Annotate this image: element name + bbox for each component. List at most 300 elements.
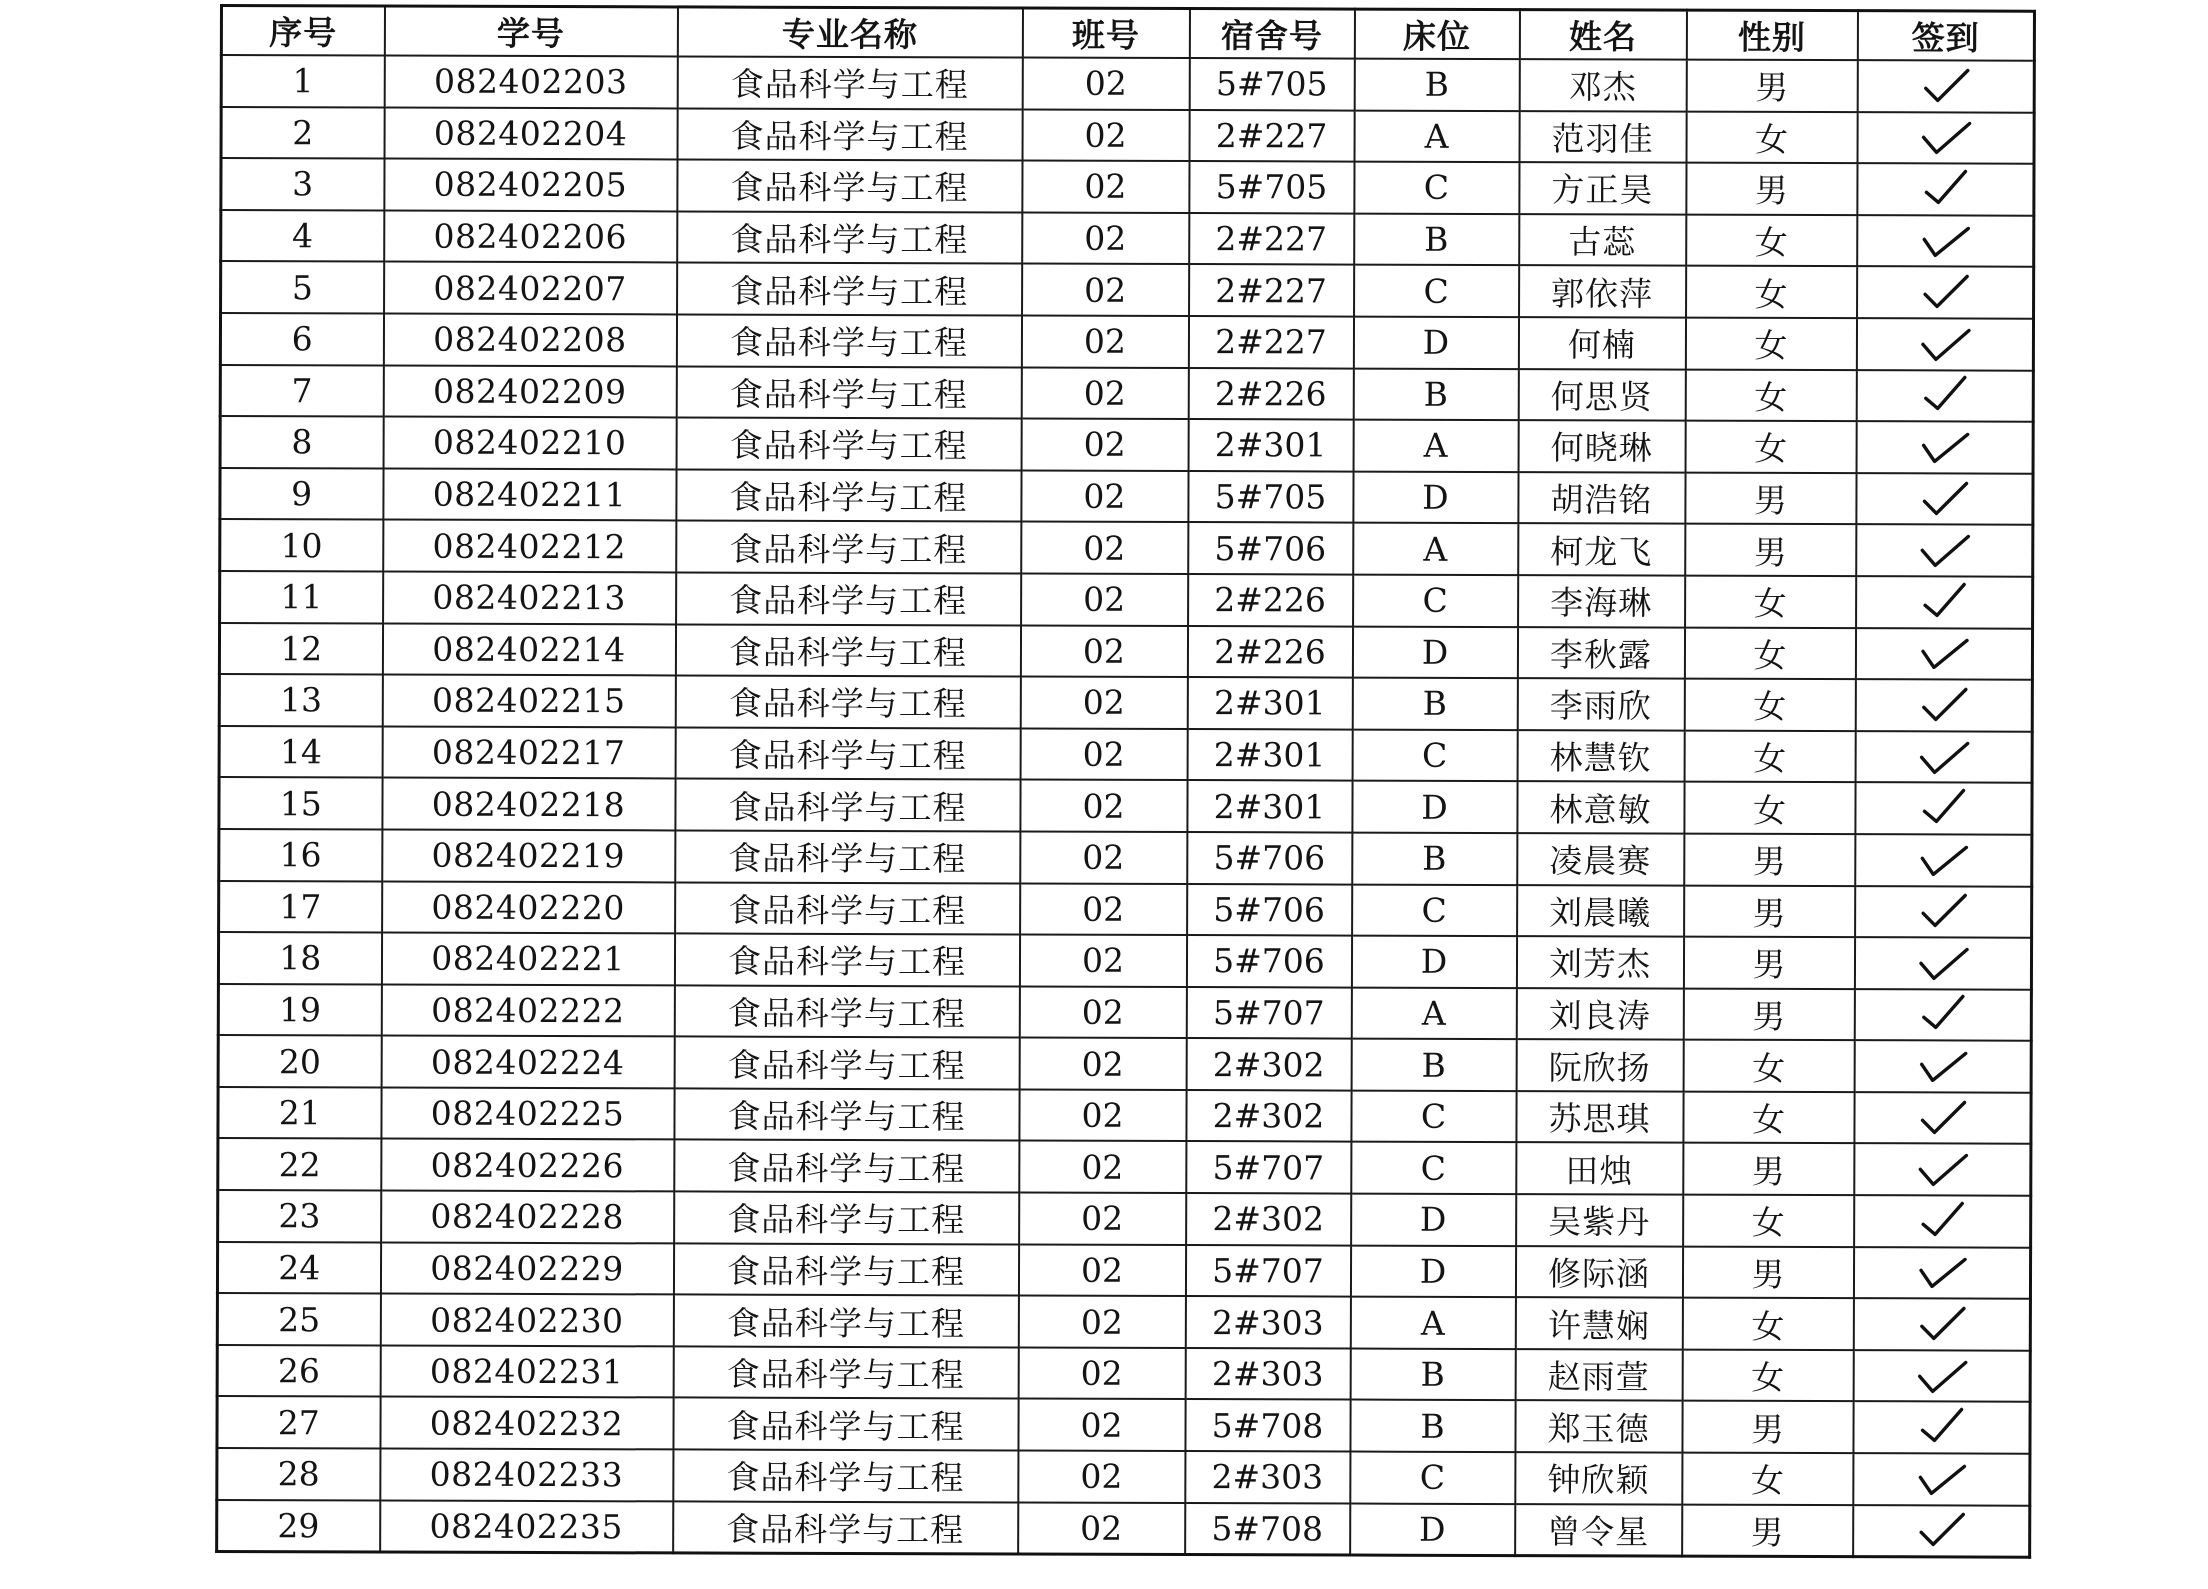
cell-class: 02 — [1018, 1244, 1185, 1296]
cell-sign-in — [1854, 989, 2031, 1041]
cell-gender: 女 — [1684, 782, 1855, 834]
cell-major: 食品科学与工程 — [673, 1243, 1018, 1296]
cell-student-id: 082402229 — [380, 1242, 673, 1295]
cell-name: 苏思琪 — [1516, 1091, 1683, 1143]
cell-sign-in — [1854, 937, 2031, 989]
cell-no: 6 — [220, 313, 383, 365]
cell-no: 15 — [219, 777, 382, 829]
cell-dorm: 2#227 — [1188, 316, 1353, 368]
checkmark-icon — [1916, 528, 1972, 572]
cell-class: 02 — [1018, 1502, 1185, 1555]
header-sign-in: 签到 — [1857, 11, 2034, 61]
cell-no: 26 — [217, 1345, 380, 1397]
cell-sign-in — [1857, 267, 2034, 319]
table-row — [219, 881, 2032, 938]
cell-gender: 男 — [1685, 472, 1856, 524]
cell-class: 02 — [1022, 264, 1189, 316]
cell-no: 13 — [219, 674, 382, 726]
cell-no: 5 — [221, 261, 384, 313]
cell-class: 02 — [1022, 212, 1189, 264]
cell-student-id: 082402204 — [384, 107, 677, 160]
cell-dorm: 2#301 — [1188, 419, 1353, 471]
cell-sign-in — [1857, 215, 2034, 267]
cell-student-id: 082402205 — [384, 159, 677, 212]
cell-dorm: 2#301 — [1187, 780, 1352, 832]
cell-no: 24 — [217, 1242, 380, 1294]
cell-no: 27 — [217, 1396, 380, 1448]
cell-major: 食品科学与工程 — [677, 56, 1022, 109]
cell-gender: 女 — [1684, 730, 1855, 782]
cell-dorm: 2#301 — [1187, 677, 1352, 729]
table-row — [219, 674, 2032, 731]
cell-class: 02 — [1019, 1089, 1186, 1141]
cell-student-id: 082402215 — [382, 675, 675, 728]
cell-student-id: 082402208 — [383, 313, 676, 366]
cell-dorm: 5#707 — [1185, 1245, 1350, 1297]
cell-bed: C — [1351, 1142, 1516, 1194]
cell-name: 李雨欣 — [1517, 678, 1684, 730]
checkmark-icon — [1916, 425, 1972, 469]
table-row — [217, 1293, 2030, 1350]
checkmark-icon — [1917, 271, 1973, 315]
cell-no: 28 — [217, 1448, 380, 1500]
cell-major: 食品科学与工程 — [677, 108, 1022, 161]
table-row — [217, 1345, 2030, 1402]
cell-class: 02 — [1019, 1038, 1186, 1090]
checkmark-icon — [1916, 632, 1972, 676]
cell-no: 2 — [221, 107, 384, 159]
cell-gender: 女 — [1682, 1453, 1853, 1505]
cell-major: 食品科学与工程 — [675, 830, 1020, 883]
cell-name: 何楠 — [1518, 317, 1685, 369]
cell-sign-in — [1856, 370, 2033, 422]
cell-class: 02 — [1018, 1451, 1185, 1503]
cell-no: 25 — [217, 1293, 380, 1345]
cell-no: 23 — [218, 1190, 381, 1242]
cell-major: 食品科学与工程 — [676, 521, 1021, 574]
cell-bed: A — [1350, 1297, 1515, 1349]
cell-student-id: 082402217 — [382, 726, 675, 779]
cell-name: 胡浩铭 — [1518, 472, 1685, 524]
cell-class: 02 — [1019, 935, 1186, 987]
attendance-sheet — [215, 4, 2033, 1559]
cell-student-id: 082402231 — [380, 1345, 673, 1398]
table-row — [218, 1087, 2031, 1144]
cell-no: 3 — [221, 158, 384, 210]
checkmark-icon — [1913, 1406, 1969, 1450]
table-row — [217, 1448, 2030, 1505]
cell-gender: 女 — [1686, 214, 1857, 266]
cell-dorm: 2#302 — [1186, 1038, 1351, 1090]
cell-no: 21 — [218, 1087, 381, 1139]
cell-student-id: 082402220 — [382, 881, 675, 934]
cell-sign-in — [1853, 1298, 2030, 1350]
cell-no: 29 — [217, 1500, 380, 1553]
cell-bed: A — [1354, 110, 1519, 162]
checkmark-icon — [1915, 838, 1971, 882]
cell-dorm: 2#226 — [1188, 574, 1353, 626]
cell-bed: B — [1352, 832, 1517, 884]
table-row — [218, 1138, 2031, 1195]
cell-class: 02 — [1021, 315, 1188, 367]
cell-sign-in — [1854, 1144, 2031, 1196]
cell-no: 10 — [220, 519, 383, 571]
cell-name: 古蕊 — [1519, 214, 1686, 266]
checkmark-icon — [1913, 1457, 1969, 1501]
checkmark-icon — [1914, 1096, 1970, 1140]
cell-bed: C — [1351, 1090, 1516, 1142]
cell-no: 1 — [221, 55, 384, 107]
cell-no: 16 — [219, 829, 382, 881]
cell-dorm: 5#706 — [1188, 522, 1353, 574]
cell-name: 方正昊 — [1519, 162, 1686, 214]
cell-gender: 女 — [1682, 1298, 1853, 1350]
cell-dorm: 5#706 — [1187, 832, 1352, 884]
cell-student-id: 082402228 — [381, 1191, 674, 1244]
cell-class: 02 — [1018, 1399, 1185, 1451]
cell-name: 柯龙飞 — [1518, 523, 1685, 575]
table-row — [219, 777, 2032, 834]
cell-no: 19 — [218, 984, 381, 1036]
cell-class: 02 — [1018, 1347, 1185, 1399]
checkmark-icon — [1914, 1148, 1970, 1192]
cell-sign-in — [1855, 782, 2032, 834]
roster-table — [215, 4, 2036, 1559]
cell-name: 修际涵 — [1515, 1246, 1682, 1298]
checkmark-icon — [1917, 219, 1973, 263]
cell-bed: C — [1352, 884, 1517, 936]
cell-dorm: 2#301 — [1187, 729, 1352, 781]
cell-sign-in — [1857, 112, 2034, 164]
cell-class: 02 — [1019, 1193, 1186, 1245]
cell-dorm: 5#705 — [1189, 161, 1354, 213]
checkmark-icon — [1915, 786, 1971, 830]
cell-bed: A — [1351, 987, 1516, 1039]
cell-student-id: 082402207 — [384, 262, 677, 315]
cell-bed: C — [1350, 1452, 1515, 1504]
cell-name: 许慧娴 — [1515, 1297, 1682, 1349]
cell-sign-in — [1856, 421, 2033, 473]
cell-major: 食品科学与工程 — [673, 1295, 1018, 1348]
cell-dorm: 5#708 — [1185, 1503, 1350, 1556]
cell-bed: C — [1354, 162, 1519, 214]
cell-student-id: 082402210 — [383, 417, 676, 470]
checkmark-icon — [1914, 1044, 1970, 1088]
cell-class: 02 — [1021, 470, 1188, 522]
cell-gender: 女 — [1684, 679, 1855, 731]
cell-major: 食品科学与工程 — [674, 1037, 1019, 1090]
checkmark-icon — [1917, 64, 1973, 108]
cell-class: 02 — [1020, 883, 1187, 935]
table-row — [220, 519, 2033, 576]
cell-bed: D — [1350, 1503, 1515, 1556]
cell-name: 刘芳杰 — [1516, 936, 1683, 988]
cell-major: 食品科学与工程 — [677, 160, 1022, 213]
cell-student-id: 082402235 — [380, 1500, 673, 1553]
cell-bed: B — [1354, 213, 1519, 265]
cell-student-id: 082402214 — [382, 623, 675, 676]
cell-major: 食品科学与工程 — [675, 624, 1020, 677]
checkmark-icon — [1916, 374, 1972, 418]
cell-sign-in — [1853, 1505, 2030, 1558]
cell-major: 食品科学与工程 — [676, 572, 1021, 625]
cell-class: 02 — [1021, 522, 1188, 574]
cell-class: 02 — [1021, 419, 1188, 471]
cell-sign-in — [1855, 628, 2032, 680]
cell-sign-in — [1855, 834, 2032, 886]
cell-major: 食品科学与工程 — [674, 1140, 1019, 1193]
cell-sign-in — [1853, 1350, 2030, 1402]
cell-sign-in — [1854, 1195, 2031, 1247]
table-row — [221, 210, 2034, 267]
cell-class: 02 — [1018, 1296, 1185, 1348]
cell-major: 食品科学与工程 — [677, 211, 1022, 264]
table-row — [220, 365, 2033, 422]
cell-sign-in — [1854, 1092, 2031, 1144]
table-row — [220, 571, 2033, 628]
cell-no: 7 — [220, 365, 383, 417]
cell-student-id: 082402219 — [382, 829, 675, 882]
cell-dorm: 2#303 — [1185, 1296, 1350, 1348]
cell-dorm: 5#707 — [1186, 987, 1351, 1039]
cell-no: 8 — [220, 416, 383, 468]
cell-gender: 女 — [1685, 421, 1856, 473]
cell-dorm: 2#226 — [1187, 626, 1352, 678]
cell-name: 郑玉德 — [1515, 1401, 1682, 1453]
cell-no: 20 — [218, 1035, 381, 1087]
cell-major: 食品科学与工程 — [676, 469, 1021, 522]
cell-bed: D — [1352, 626, 1517, 678]
cell-gender: 女 — [1685, 576, 1856, 628]
cell-gender: 男 — [1684, 885, 1855, 937]
table-row — [221, 158, 2034, 215]
cell-sign-in — [1855, 679, 2032, 731]
cell-bed: C — [1354, 265, 1519, 317]
cell-name: 林意敏 — [1517, 781, 1684, 833]
cell-major: 食品科学与工程 — [674, 985, 1019, 1038]
cell-major: 食品科学与工程 — [674, 1088, 1019, 1141]
cell-major: 食品科学与工程 — [675, 676, 1020, 729]
checkmark-icon — [1916, 580, 1972, 624]
cell-dorm: 5#708 — [1185, 1399, 1350, 1451]
cell-name: 赵雨萱 — [1515, 1349, 1682, 1401]
cell-sign-in — [1856, 524, 2033, 576]
cell-name: 邓杰 — [1519, 59, 1686, 111]
cell-gender: 男 — [1683, 937, 1854, 989]
cell-class: 02 — [1020, 625, 1187, 677]
table-row — [220, 416, 2033, 473]
cell-student-id: 082402226 — [381, 1139, 674, 1192]
cell-dorm: 5#706 — [1186, 935, 1351, 987]
cell-class: 02 — [1020, 831, 1187, 883]
checkmark-icon — [1916, 477, 1972, 521]
cell-name: 曾令星 — [1515, 1504, 1682, 1557]
header-dorm: 宿舍号 — [1189, 9, 1354, 59]
cell-bed: D — [1353, 471, 1518, 523]
cell-class: 02 — [1020, 728, 1187, 780]
roster-body — [217, 55, 2035, 1557]
cell-sign-in — [1855, 886, 2032, 938]
cell-dorm: 5#706 — [1187, 884, 1352, 936]
cell-student-id: 082402209 — [383, 365, 676, 418]
checkmark-icon — [1914, 1302, 1970, 1346]
cell-dorm: 2#303 — [1185, 1348, 1350, 1400]
cell-bed: A — [1353, 420, 1518, 472]
header-class: 班号 — [1022, 8, 1189, 58]
table-row — [220, 468, 2033, 525]
header-no: 序号 — [221, 6, 384, 56]
table-row — [218, 932, 2031, 989]
checkmark-icon — [1914, 1199, 1970, 1243]
cell-bed: B — [1352, 678, 1517, 730]
checkmark-icon — [1917, 116, 1973, 160]
table-row — [220, 313, 2033, 370]
cell-bed: B — [1353, 368, 1518, 420]
table-row — [217, 1396, 2030, 1453]
cell-name: 林慧钦 — [1517, 730, 1684, 782]
checkmark-icon — [1913, 1509, 1969, 1553]
table-row — [217, 1500, 2030, 1558]
cell-no: 12 — [219, 623, 382, 675]
cell-class: 02 — [1019, 1141, 1186, 1193]
cell-bed: B — [1350, 1348, 1515, 1400]
cell-dorm: 2#303 — [1185, 1451, 1350, 1503]
cell-gender: 女 — [1682, 1349, 1853, 1401]
cell-bed: B — [1351, 1039, 1516, 1091]
cell-name: 郭依萍 — [1519, 265, 1686, 317]
cell-name: 范羽佳 — [1519, 111, 1686, 163]
checkmark-icon — [1915, 941, 1971, 985]
cell-class: 02 — [1022, 161, 1189, 213]
table-row — [221, 55, 2034, 112]
cell-gender: 女 — [1686, 111, 1857, 163]
checkmark-icon — [1917, 167, 1973, 211]
cell-major: 食品科学与工程 — [676, 418, 1021, 471]
cell-major: 食品科学与工程 — [675, 727, 1020, 780]
cell-bed: D — [1351, 936, 1516, 988]
cell-student-id: 082402203 — [384, 56, 677, 109]
cell-dorm: 5#705 — [1188, 471, 1353, 523]
cell-bed: C — [1352, 729, 1517, 781]
cell-major: 食品科学与工程 — [673, 1398, 1018, 1451]
cell-student-id: 082402224 — [381, 1036, 674, 1089]
cell-dorm: 2#227 — [1189, 110, 1354, 162]
cell-major: 食品科学与工程 — [674, 934, 1019, 987]
cell-student-id: 082402232 — [380, 1397, 673, 1450]
cell-student-id: 082402213 — [383, 571, 676, 624]
cell-major: 食品科学与工程 — [673, 1501, 1018, 1554]
cell-gender: 女 — [1684, 627, 1855, 679]
header-bed: 床位 — [1354, 9, 1519, 59]
cell-class: 02 — [1022, 109, 1189, 161]
header-gender: 性别 — [1686, 10, 1857, 60]
cell-name: 李海琳 — [1518, 575, 1685, 627]
cell-gender: 男 — [1682, 1401, 1853, 1453]
cell-name: 钟欣颖 — [1515, 1452, 1682, 1504]
cell-name: 刘良涛 — [1516, 988, 1683, 1040]
cell-gender: 女 — [1686, 266, 1857, 318]
header-major: 专业名称 — [677, 7, 1022, 58]
cell-bed: C — [1353, 574, 1518, 626]
header-name: 姓名 — [1519, 10, 1686, 60]
cell-dorm: 5#705 — [1189, 58, 1354, 110]
cell-student-id: 082402206 — [384, 210, 677, 263]
cell-sign-in — [1857, 60, 2034, 112]
cell-sign-in — [1856, 473, 2033, 525]
cell-student-id: 082402221 — [381, 933, 674, 986]
table-row — [217, 1242, 2030, 1299]
cell-sign-in — [1853, 1402, 2030, 1454]
cell-name: 阮欣扬 — [1516, 1039, 1683, 1091]
cell-major: 食品科学与工程 — [673, 1346, 1018, 1399]
cell-gender: 男 — [1686, 60, 1857, 112]
cell-name: 田烛 — [1516, 1143, 1683, 1195]
cell-bed: D — [1352, 781, 1517, 833]
cell-bed: D — [1353, 317, 1518, 369]
cell-sign-in — [1853, 1453, 2030, 1505]
cell-student-id: 082402233 — [380, 1449, 673, 1502]
checkmark-icon — [1915, 993, 1971, 1037]
cell-student-id: 082402211 — [383, 468, 676, 521]
cell-bed: B — [1350, 1400, 1515, 1452]
table-row — [218, 1035, 2031, 1092]
cell-class: 02 — [1022, 58, 1189, 110]
cell-class: 02 — [1021, 573, 1188, 625]
cell-dorm: 2#226 — [1188, 368, 1353, 420]
cell-sign-in — [1855, 731, 2032, 783]
cell-major: 食品科学与工程 — [677, 263, 1022, 316]
cell-dorm: 2#227 — [1189, 264, 1354, 316]
cell-no: 11 — [220, 571, 383, 623]
cell-student-id: 082402218 — [382, 778, 675, 831]
cell-no: 17 — [219, 881, 382, 933]
cell-gender: 男 — [1683, 1143, 1854, 1195]
cell-class: 02 — [1021, 367, 1188, 419]
table-row — [221, 261, 2034, 318]
cell-name: 李秋露 — [1517, 627, 1684, 679]
cell-bed: D — [1350, 1245, 1515, 1297]
cell-no: 18 — [218, 932, 381, 984]
cell-major: 食品科学与工程 — [675, 882, 1020, 935]
cell-major: 食品科学与工程 — [676, 366, 1021, 419]
checkmark-icon — [1915, 890, 1971, 934]
cell-gender: 男 — [1686, 163, 1857, 215]
table-row — [218, 1190, 2031, 1247]
cell-major: 食品科学与工程 — [676, 314, 1021, 367]
cell-gender: 男 — [1684, 834, 1855, 886]
cell-class: 02 — [1019, 986, 1186, 1038]
cell-gender: 女 — [1685, 369, 1856, 421]
cell-no: 22 — [218, 1138, 381, 1190]
cell-dorm: 5#707 — [1186, 1142, 1351, 1194]
cell-no: 4 — [221, 210, 384, 262]
cell-no: 14 — [219, 726, 382, 778]
checkmark-icon — [1915, 735, 1971, 779]
cell-sign-in — [1856, 318, 2033, 370]
cell-bed: B — [1354, 59, 1519, 111]
cell-gender: 男 — [1682, 1246, 1853, 1298]
cell-name: 吴紫丹 — [1516, 1194, 1683, 1246]
cell-class: 02 — [1020, 780, 1187, 832]
cell-bed: A — [1353, 523, 1518, 575]
header-row — [221, 6, 2034, 61]
cell-name: 何晓琳 — [1518, 420, 1685, 472]
header-student-id: 学号 — [384, 6, 677, 56]
checkmark-icon — [1915, 683, 1971, 727]
cell-no: 9 — [220, 468, 383, 520]
cell-dorm: 2#227 — [1189, 213, 1354, 265]
cell-class: 02 — [1020, 677, 1187, 729]
